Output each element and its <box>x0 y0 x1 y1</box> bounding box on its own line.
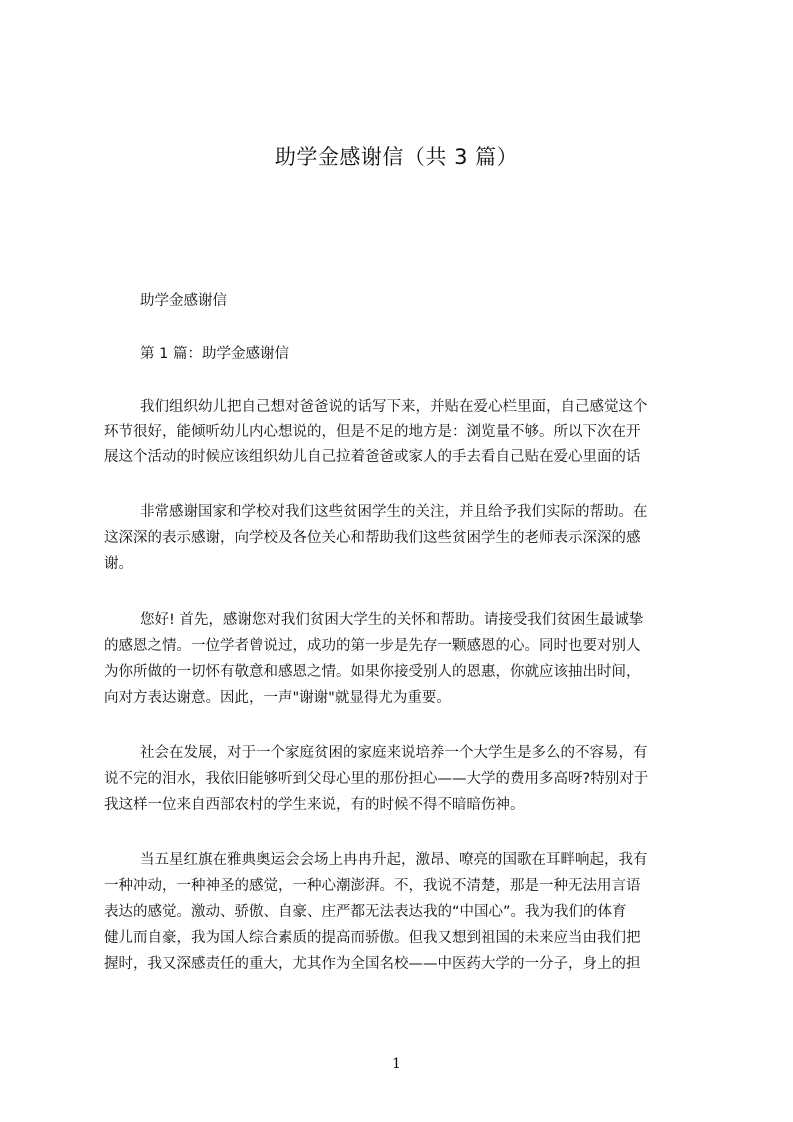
paragraph-line: 展这个活动的时候应该组织幼儿自己拉着爸爸或家人的手去看自己贴在爱心里面的话 <box>104 449 641 465</box>
paragraph-line: 您好! 首先，感谢您对我们贫困大学生的关怀和帮助。请接受我们贫困生最诚挚 <box>140 612 644 628</box>
paragraph-line: 一种冲动，一种神圣的感觉，一种心潮澎湃。不，我说不清楚，那是一种无法用言语 <box>104 878 641 894</box>
paragraph-line: 说不完的泪水，我依旧能够听到父母心里的那份担心——大学的费用多高呀?特别对于 <box>104 771 649 787</box>
paragraph-line: 表达的感觉。激动、骄傲、自豪、庄严都无法表达我的“中国心”。我为我们的体育 <box>104 904 627 920</box>
paragraph-line: 当五星红旗在雅典奥运会会场上冉冉升起，激昂、嘹亮的国歌在耳畔响起，我有 <box>140 852 648 868</box>
paragraph-line: 为你所做的一切怀有敬意和感恩之情。如果你接受别人的恩惠，你就应该抽出时间， <box>104 664 641 680</box>
paragraph-line: 我们组织幼儿把自己想对爸爸说的话写下来，并贴在爱心栏里面，自己感觉这个 <box>140 399 648 415</box>
section-heading: 第 1 篇：助学金感谢信 <box>140 346 289 362</box>
document-heading: 助学金感谢信 <box>140 293 227 309</box>
document-title: 助学金感谢信（共 3 篇） <box>274 145 519 169</box>
paragraph-line: 向对方表达谢意。因此，一声"谢谢"就显得尤为重要。 <box>104 690 451 706</box>
page-number: 1 <box>392 1056 401 1072</box>
paragraph-line: 的感恩之情。一位学者曾说过，成功的第一步是先存一颗感恩的心。同时也要对别人 <box>104 638 641 654</box>
paragraph-line: 非常感谢国家和学校对我们这些贫困学生的关注，并且给予我们实际的帮助。在 <box>140 504 648 520</box>
paragraph-line: 握时，我又深感责任的重大，尤其作为全国名校——中医药大学的一分子，身上的担 <box>104 956 641 972</box>
paragraph-line: 环节很好，能倾听幼儿内心想说的，但是不足的地方是：浏览量不够。所以下次在开 <box>104 424 641 440</box>
paragraph-line: 谢。 <box>104 556 133 572</box>
paragraph-line: 我这样一位来自西部农村的学生来说，有的时候不得不暗暗伤神。 <box>104 797 525 813</box>
paragraph-line: 这深深的表示感谢，向学校及各位关心和帮助我们这些贫困学生的老师表示深深的感 <box>104 530 641 546</box>
paragraph-line: 健儿而自豪，我为国人综合素质的提高而骄傲。但我又想到祖国的未来应当由我们把 <box>104 930 641 946</box>
paragraph-line: 社会在发展，对于一个家庭贫困的家庭来说培养一个大学生是多么的不容易，有 <box>140 745 648 761</box>
